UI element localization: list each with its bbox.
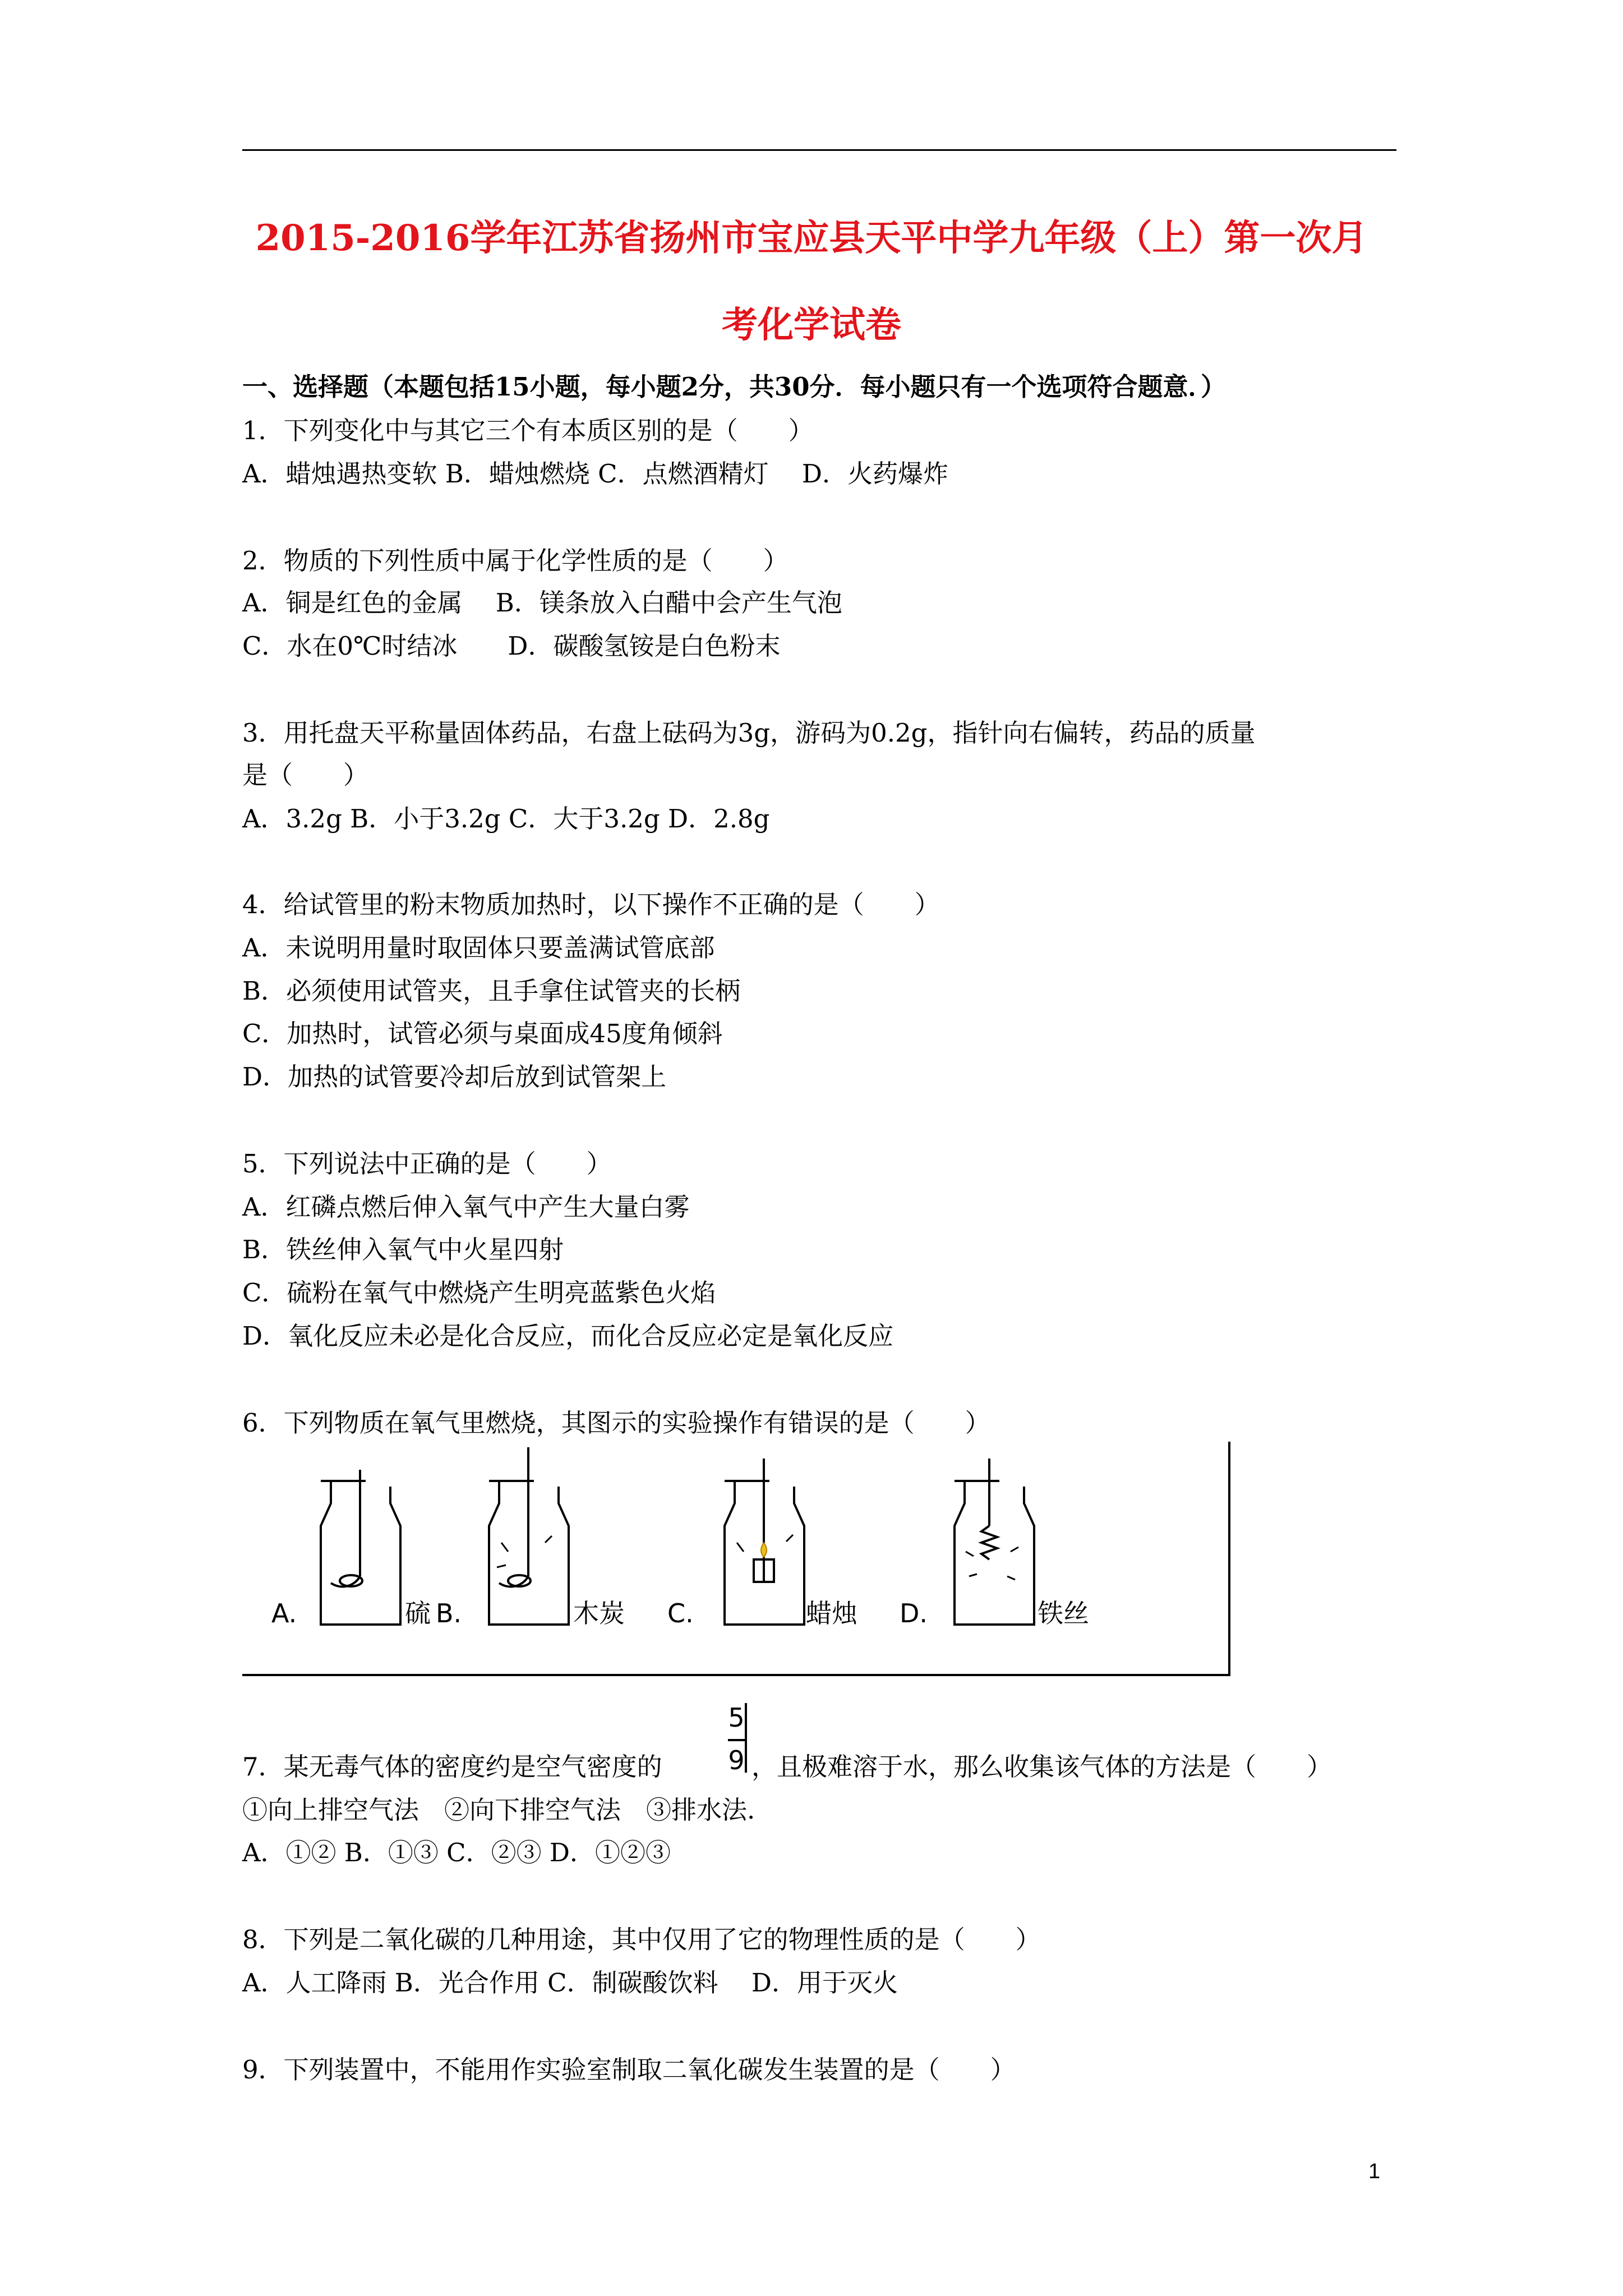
header-rule — [242, 149, 1396, 151]
q7-methods: ①向上排空气法 ②向下排空气法 ③排水法. — [242, 1795, 755, 1825]
q4-option-c: C．加热时，试管必须与桌面成45度角倾斜 — [242, 1019, 723, 1048]
label-d: D. — [900, 1598, 928, 1628]
label-c: C. — [667, 1598, 694, 1628]
bottle-d — [955, 1458, 1034, 1625]
q5-option-c: C．硫粉在氧气中燃烧产生明亮蓝紫色火焰 — [242, 1278, 716, 1308]
q7-fraction-numerator: 5 — [728, 1703, 745, 1733]
q4-stem: 4．给试管里的粉末物质加热时，以下操作不正确的是（ ） — [242, 890, 940, 919]
q5-option-d: D．氧化反应未必是化合反应，而化合反应必定是氧化反应 — [242, 1321, 894, 1351]
bottle-a — [321, 1470, 400, 1625]
q4-option-a: A．未说明用量时取固体只要盖满试管底部 — [242, 933, 715, 963]
q8-stem: 8．下列是二氧化碳的几种用途，其中仅用了它的物理性质的是（ ） — [242, 1925, 1041, 1954]
q5-option-b: B．铁丝伸入氧气中火星四射 — [242, 1235, 564, 1264]
exam-title-line2: 考化学试卷 — [722, 304, 901, 346]
name-d: 铁丝 — [1038, 1598, 1089, 1628]
q7-stem-before: 7．某无毒气体的密度约是空气密度的 — [242, 1752, 662, 1782]
q1-stem: 1．下列变化中与其它三个有本质区别的是（ ） — [242, 416, 814, 445]
q9-stem: 9．下列装置中，不能用作实验室制取二氧化碳发生装置的是（ ） — [242, 2055, 1016, 2085]
section-heading: 一、选择题（本题包括15小题，每小题2分，共30分．每小题只有一个选项符合题意．） — [242, 372, 1227, 402]
label-b: B. — [436, 1598, 462, 1628]
q7-fraction — [727, 1701, 746, 1779]
page-number: 1 — [1368, 2160, 1381, 2183]
q1-options: A．蜡烛遇热变软 B．蜡烛燃烧 C．点燃酒精灯 D．火药爆炸 — [242, 459, 948, 489]
q2-options-line1: A．铜是红色的金属 B．镁条放入白醋中会产生气泡 — [242, 588, 842, 618]
q7-fraction-denominator: 9 — [728, 1745, 745, 1775]
exam-title-line1: 2015-2016学年江苏省扬州市宝应县天平中学九年级（上）第一次月 — [255, 217, 1368, 259]
name-a: 硫 — [405, 1598, 431, 1628]
q2-stem: 2．物质的下列性质中属于化学性质的是（ ） — [242, 546, 789, 576]
name-b: 木炭 — [573, 1598, 625, 1628]
q3-stem-line1: 3．用托盘天平称量固体药品，右盘上砝码为3g，游码为0.2g，指针向右偏转，药品的质量 — [242, 718, 1256, 748]
q7-fraction-bar — [728, 1739, 745, 1741]
q3-options: A．3.2g B．小于3.2g C．大于3.2g D．2.8g — [242, 804, 770, 834]
bottle-c — [725, 1458, 804, 1625]
q7-fraction-stem — [745, 1703, 747, 1773]
q6-figure — [242, 1442, 1235, 1683]
q4-option-b: B．必须使用试管夹，且手拿住试管夹的长柄 — [242, 976, 741, 1006]
q5-stem: 5．下列说法中正确的是（ ） — [242, 1149, 612, 1179]
q2-options-line2: C．水在0℃时结冰 D．碳酸氢铵是白色粉末 — [242, 631, 781, 661]
label-a: A. — [271, 1598, 297, 1628]
q3-stem-line2: 是（ ） — [242, 760, 369, 790]
q8-options: A．人工降雨 B．光合作用 C．制碳酸饮料 D．用于灭火 — [242, 1968, 898, 1998]
name-c: 蜡烛 — [806, 1598, 857, 1628]
q4-option-d: D．加热的试管要冷却后放到试管架上 — [242, 1062, 667, 1092]
bottle-b — [489, 1447, 569, 1625]
q7-stem-after: ，且极难溶于水，那么收集该气体的方法是（ ） — [751, 1752, 1332, 1782]
q7-options: A．①② B．①③ C．②③ D．①②③ — [242, 1838, 671, 1867]
q5-option-a: A．红磷点燃后伸入氧气中产生大量白雾 — [242, 1192, 690, 1222]
q6-stem: 6．下列物质在氧气里燃烧，其图示的实验操作有错误的是（ ） — [242, 1408, 990, 1438]
